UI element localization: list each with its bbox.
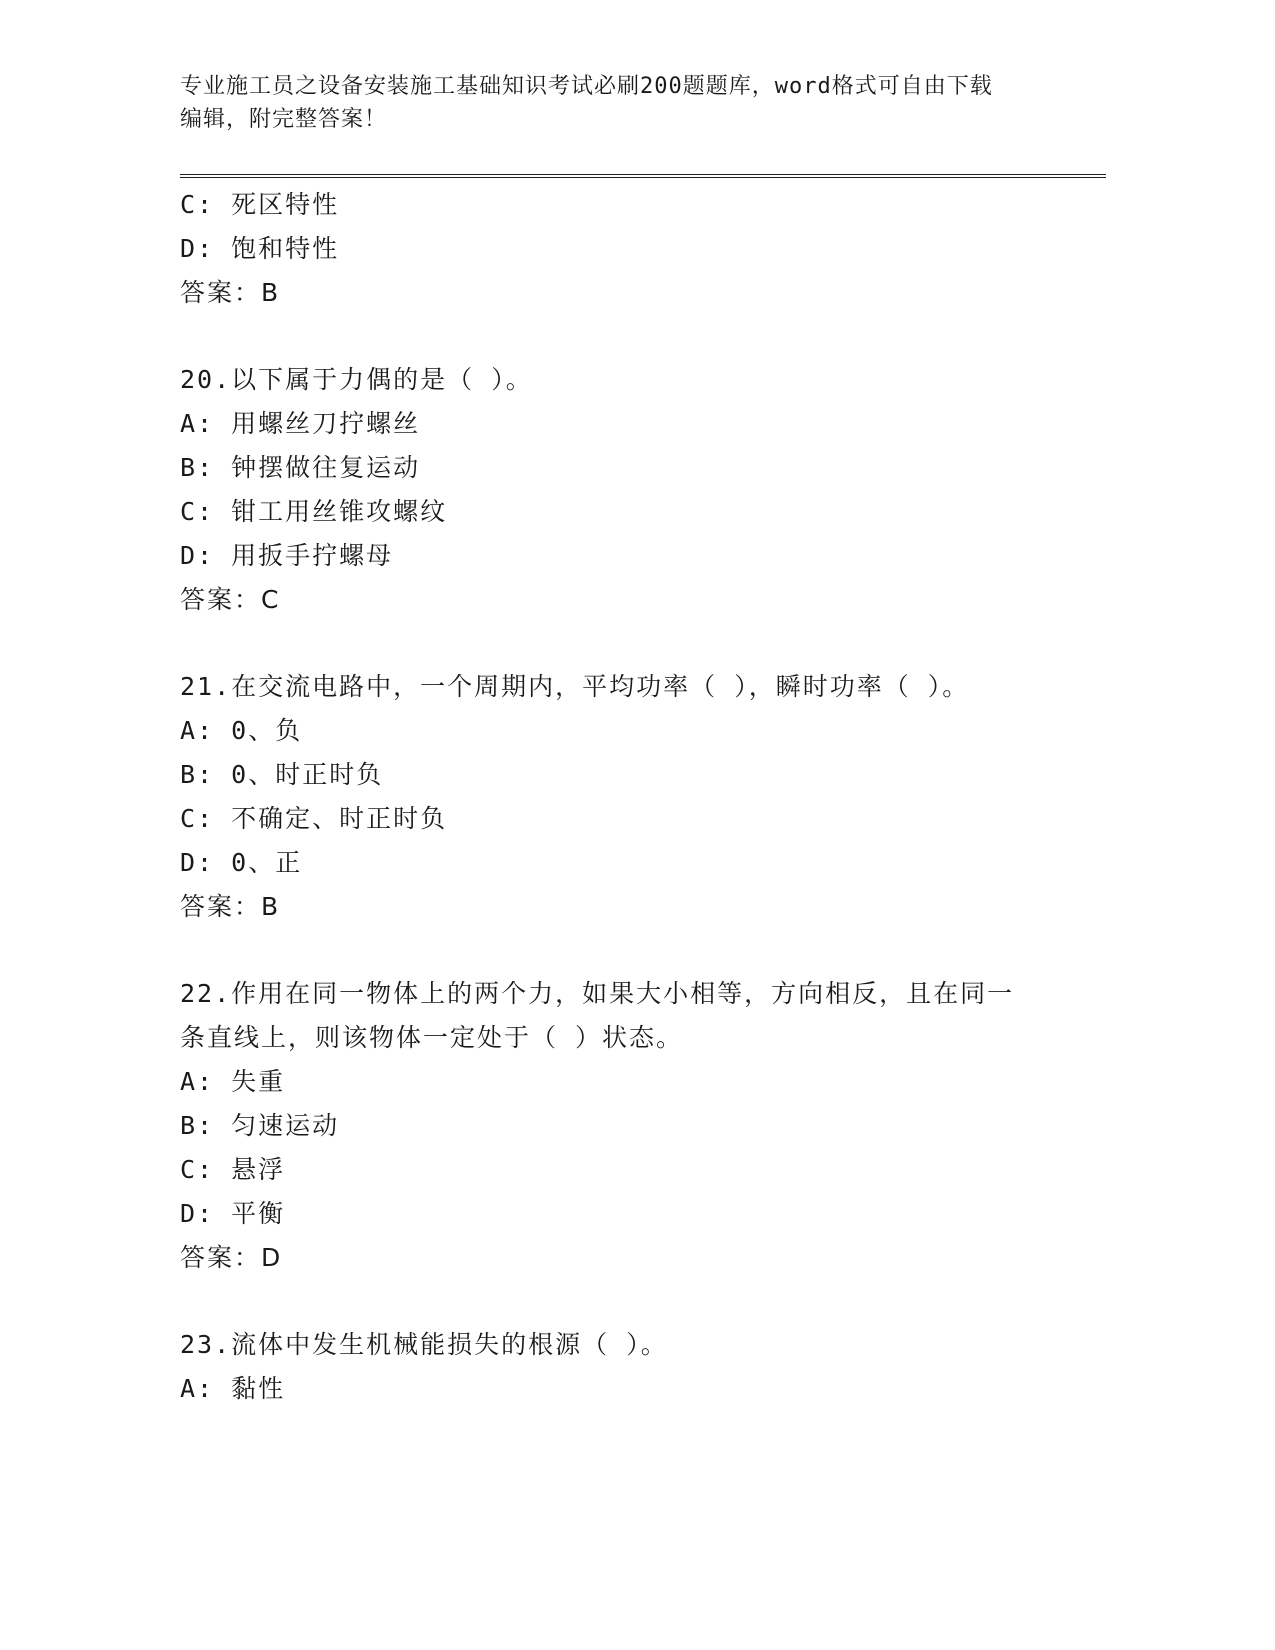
question-20 <box>180 358 1080 622</box>
header-divider <box>180 174 1106 178</box>
option-a: A: 用螺丝刀拧螺丝 <box>180 409 421 438</box>
option-b: B: 匀速运动 <box>180 1111 340 1140</box>
answer-line: 答案：C <box>180 585 281 614</box>
option-b: B: 钟摆做往复运动 <box>180 453 421 482</box>
header-title-line-1: 专业施工员之设备安装施工基础知识考试必刷200题题库，word格式可自由下载 <box>180 74 993 99</box>
option-a: A: 黏性 <box>180 1374 286 1403</box>
document-header <box>180 70 1060 136</box>
answer-line: 答案：B <box>180 278 281 307</box>
question-23 <box>180 1323 1080 1411</box>
question-21 <box>180 665 1080 929</box>
answer-line: 答案：D <box>180 1243 283 1272</box>
question-19-continuation <box>180 183 1080 315</box>
question-list <box>180 183 1080 1411</box>
option-d: D: 平衡 <box>180 1199 286 1228</box>
question-stem: 20.以下属于力偶的是（ ）。 <box>180 365 533 394</box>
option-b: B: 0、时正时负 <box>180 760 384 789</box>
option-d: D: 0、正 <box>180 848 303 877</box>
option-c: C: 钳工用丝锥攻螺纹 <box>180 497 448 526</box>
question-stem: 21.在交流电路中，一个周期内，平均功率（ ），瞬时功率（ ）。 <box>180 672 970 701</box>
question-stem: 22.作用在同一物体上的两个力，如果大小相等，方向相反，且在同一 <box>180 979 1015 1008</box>
option-c: C: 死区特性 <box>180 190 340 219</box>
header-title-line-2: 编辑，附完整答案！ <box>180 107 388 132</box>
question-22 <box>180 972 1080 1280</box>
option-a: A: 失重 <box>180 1067 286 1096</box>
option-d: D: 用扳手拧螺母 <box>180 541 394 570</box>
option-a: A: 0、负 <box>180 716 303 745</box>
question-stem: 23.流体中发生机械能损失的根源（ ）。 <box>180 1330 668 1359</box>
option-c: C: 悬浮 <box>180 1155 286 1184</box>
option-d: D: 饱和特性 <box>180 234 340 263</box>
question-stem-continued: 条直线上，则该物体一定处于（ ）状态。 <box>180 1023 684 1052</box>
option-c: C: 不确定、时正时负 <box>180 804 448 833</box>
answer-line: 答案：B <box>180 892 281 921</box>
